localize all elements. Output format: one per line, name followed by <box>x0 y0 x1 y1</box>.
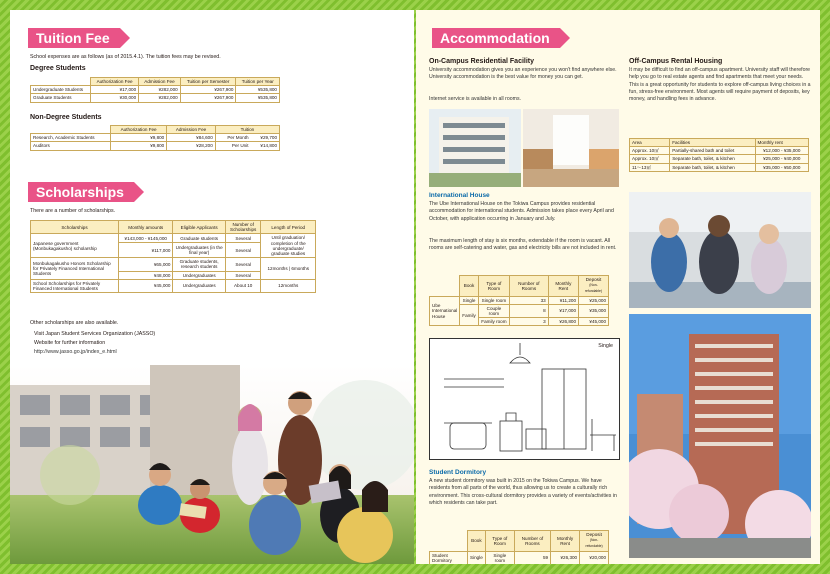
table-row: ¥117,000 Undergraduates (in the final year) Several <box>31 243 316 258</box>
visit-line-2: Website for further information <box>34 340 106 346</box>
table-row: Ube International House Single Single room 33 ¥11,200 ¥25,000 <box>430 296 609 304</box>
table-row: Family room 3 ¥26,800 ¥45,000 <box>430 318 609 326</box>
ih-text2: The maximum length of stay is six months, extendable if the room is vacant. All rooms are self-catering and water, gas and electricity bills are not included in rent. <box>429 238 617 252</box>
ih-table: Book Type of Room Number of Rooms Monthly Rent Deposit (Non- refundable) Ube International House Single Single room 33 ¥11,200 ¥25,000 Family Couple room 8 ¥17,000 ¥35,000 Family room 3 ¥26,800 ¥45,000 <box>429 275 609 326</box>
students-photo <box>10 365 414 564</box>
oncampus-title: On-Campus Residential Facility <box>429 58 535 65</box>
table-row: ¥48,000 Undergraduates Several <box>31 271 316 279</box>
nondegree-title: Non-Degree Students <box>30 114 102 121</box>
sd-table: Book Type of Room Number of Rooms Monthly Rent Deposit (Non- refundable) Student Dormitory Single Single room 59 ¥26,300 ¥20,000 <box>429 530 609 564</box>
lounge-students-photo <box>629 192 811 308</box>
offcampus-text: It may be difficult to find an off-campus apartment. University staff will therefore help you go to real estate agents and find apartments that meet your needs. This is a great opportunity for students to explore off-campus living choices in a fun, stress-free environment. Most agents will require payment of deposits, key money, and handling fees in advance. <box>629 67 811 103</box>
offcampus-title: Off-Campus Rental Housing <box>629 58 723 65</box>
scholarships-title: Scholarships <box>36 184 124 200</box>
table-row: School Scholarships for Privately Financed International Students ¥45,000 Undergraduates About 10 12months <box>31 279 316 292</box>
scholarships-ribbon <box>28 182 134 202</box>
ih-text: The Ube International House on the Tokiwa Campus provides residential accommodation for international students. Admission takes place every April and October, with application occurring in January and July. <box>429 201 614 222</box>
ih-title: International House <box>429 192 490 199</box>
accommodation-title: Accommodation <box>440 30 550 46</box>
table-row: Auditors ¥9,800 ¥28,200 Per Unit ¥14,800 <box>31 142 280 150</box>
single-room-label: Single <box>598 343 613 349</box>
tuition-ribbon <box>28 28 120 48</box>
oncampus-text: University accommodation gives you an experience you won't find anywhere else. University accommodation is the best value for money you can get. <box>429 67 617 81</box>
table-row: 11～13㎡ Separate bath, toilet, & kitchen ¥35,000 - ¥50,000 <box>630 163 809 171</box>
tuition-note: School expenses are as follows (as of 2015.4.1). The tuition fees may be revised. <box>30 54 221 60</box>
residence-building-photo <box>429 109 521 187</box>
right-page <box>416 10 820 564</box>
dormitory-building-photo <box>629 314 811 558</box>
table-row: Graduate Students ¥30,000 ¥282,000 ¥267,900 ¥535,800 <box>31 94 280 102</box>
table-row: Undergraduate Students ¥17,000 ¥282,000 ¥267,900 ¥535,800 <box>31 86 280 94</box>
nondegree-table: Authorization Fee Admission Fee Tuition Research, Academic Students ¥9,800 ¥84,600 Per Month ¥29,700 Auditors ¥9,800 ¥28,200 Per Unit ¥14,800 <box>30 125 280 151</box>
sd-text: A new student dormitory was built in 2015 on the Tokiwa Campus. We have residents from all parts of the world, thus allowing us to create a culturally rich environment. This cross-cultural dormitory provides a variety of events/activities in which residents can take part. <box>429 478 617 506</box>
table-row: Student Dormitory Single Single room 59 ¥26,300 ¥20,000 <box>430 551 609 564</box>
scholarships-intro: There are a number of scholarships. <box>30 208 116 214</box>
scholarships-other: Other scholarships are also available. <box>30 320 119 326</box>
degree-title: Degree Students <box>30 65 86 72</box>
table-row: Japanese government (Monbukagakusho) scholarship ¥143,000 - ¥145,000 Graduate students Several Until graduation/ completion of the undergraduate/ graduate studies <box>31 234 316 243</box>
residence-room-photo <box>523 109 619 187</box>
visit-line-1: Visit Japan Student Services Organization (JASSO) <box>34 331 156 337</box>
table-row: Monbukagakusho Honors Scholarship for Privately Financed International Students ¥65,000 Graduate students, research students Several 12months | 6months <box>31 258 316 271</box>
table-row: Family Couple room 8 ¥17,000 ¥35,000 <box>430 304 609 317</box>
degree-table: Authorization Fee Admission Fee Tuition per Semester Tuition per Year Undergraduate Students ¥17,000 ¥282,000 ¥267,900 ¥535,800 Graduate Students ¥30,000 ¥282,000 ¥267,900 ¥535,800 <box>30 77 280 103</box>
left-page <box>10 10 414 564</box>
offcampus-table: Area Facilities Monthly rent Approx. 10㎡ Partially-shared bath and toilet ¥12,000 - ¥35,000 Approx. 10㎡ Separate bath, toilet, & kitchen ¥25,000 - ¥40,000 11～13㎡ Separate bath, toilet, & kitchen ¥35,000 - ¥50,000 <box>629 138 809 172</box>
tuition-title: Tuition Fee <box>36 30 110 46</box>
table-row: Approx. 10㎡ Partially-shared bath and toilet ¥12,000 - ¥35,000 <box>630 147 809 155</box>
table-row: Approx. 10㎡ Separate bath, toilet, & kitchen ¥25,000 - ¥40,000 <box>630 155 809 163</box>
room-floorplan-drawing <box>429 338 620 460</box>
accommodation-ribbon <box>432 28 560 48</box>
jasso-link[interactable]: http://www.jasso.go.jp/index_e.html <box>34 349 117 355</box>
sd-title: Student Dormitory <box>429 469 487 476</box>
oncampus-text2: Internet service is available in all rooms. <box>429 96 521 102</box>
scholarships-table: Scholarships Monthly amounts Eligible Applicants Number of Scholarships Length of Period Japanese government (Monbukagakusho) scholarship ¥143,000 - ¥145,000 Graduate students Several Until graduation/ completion of the undergraduate/ graduate studies ¥117,000 Undergraduates (in the final year) Several Monbukagakusho Honors Scholarship for Privately Financed International Students ¥65,000 Graduate students, research students Several 12months | 6months ¥48,000 Undergraduates Several School Scholarships for Privately Financed International Students ¥45,000 Undergraduates About 10 12months <box>30 220 316 293</box>
table-row: Research, Academic Students ¥9,800 ¥84,600 Per Month ¥29,700 <box>31 134 280 142</box>
